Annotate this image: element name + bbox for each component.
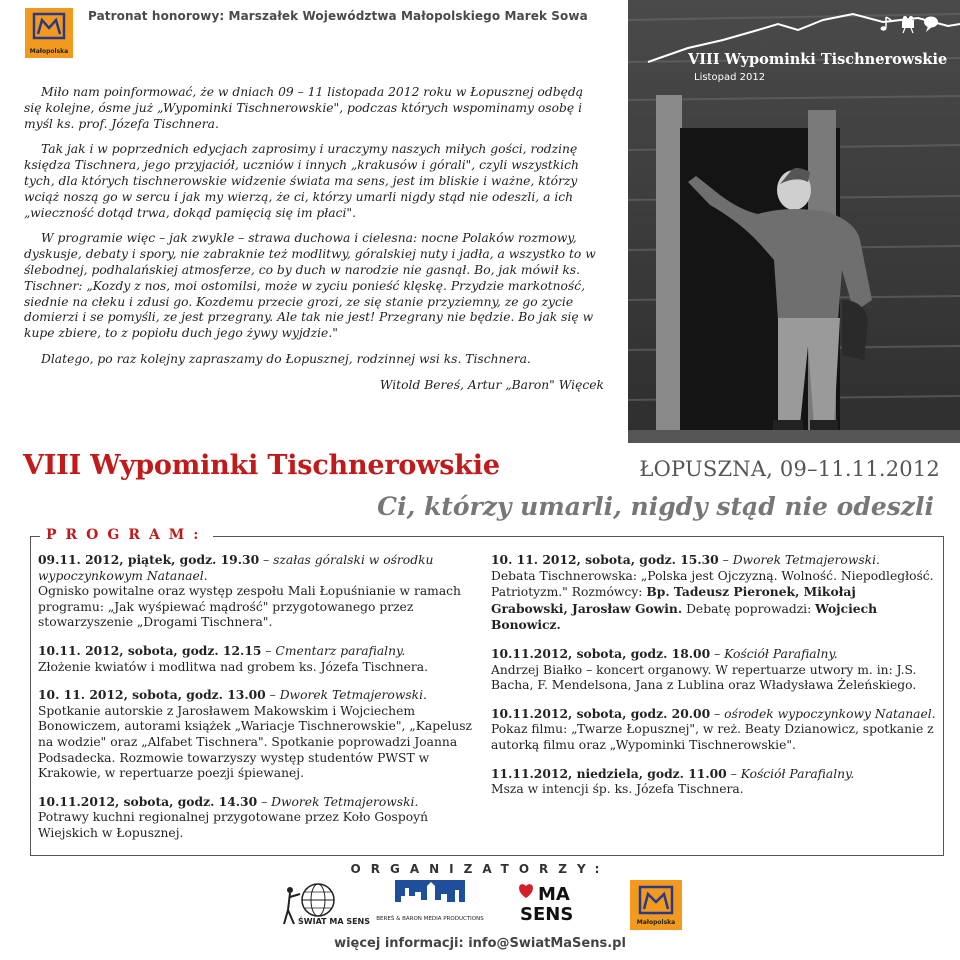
- crown-icon: [32, 12, 66, 40]
- letter-signature: Witold Bereś, Artur „Baron" Więcek: [379, 377, 604, 392]
- debate-moderator: Wojciech Bonowicz.: [491, 600, 878, 633]
- program-item-date: 09.11. 2012, piątek, godz. 19.30: [38, 552, 260, 567]
- letter-paragraph-1: Miło nam poinformować, że w dniach 09 – 11 listopada 2012 roku w Łopusznej odbędą się kolejne, ósme już „Wypominki Tischnerowskie", podczas których wspominamy osobę i myśl ks. prof. Józefa Tischnera.: [24, 85, 584, 131]
- event-title: VIII Wypominki Tischnerowskie: [23, 450, 500, 481]
- program-item-date: 10.11.2012, sobota, godz. 20.00: [491, 705, 711, 721]
- program-item-description: Debata Tischnerowska: „Polska jest Ojczyzną. Wolność. Niepodległość. Patriotyzm." Rozmówcy:: [491, 568, 934, 600]
- program-item: [38, 794, 478, 842]
- malopolska-logo: [25, 8, 73, 58]
- program-label: PROGRAM:: [40, 527, 213, 543]
- program-item-place: – szałas góralski w ośrodku wypoczynkowym Natanael.: [38, 553, 434, 583]
- program-item-place: – Cmentarz parafialny.: [261, 643, 406, 658]
- program-item: [38, 643, 478, 675]
- malopolska-label: Małopolska: [636, 919, 676, 926]
- program-item: [491, 766, 936, 798]
- music-note-icon: [881, 17, 892, 31]
- swiat-ma-sens-logo: [280, 880, 370, 932]
- ma-label: MA: [538, 884, 570, 905]
- logo-label: Małopolska: [29, 48, 69, 55]
- program-item-place: – Dworek Tetmajerowski.: [257, 794, 419, 809]
- program-item-description: Złożenie kwiatów i modlitwa nad grobem ks. Józefa Tischnera.: [38, 659, 429, 674]
- swiat-label: ŚWIAT MA SENS: [298, 917, 370, 926]
- program-item-date: 10.11.2012, sobota, godz. 18.00: [491, 645, 711, 661]
- program-item-description: Debatę poprowadzi:: [682, 601, 816, 616]
- event-icons: [876, 14, 946, 34]
- photo-title: VIII Wypominki Tischnerowskie: [688, 51, 948, 68]
- letter-paragraph-4: Dlatego, po raz kolejny zapraszamy do Łopusznej, rodzinnej wsi ks. Tischnera.: [41, 351, 531, 366]
- malopolska-logo-bottom: [630, 880, 682, 930]
- program-item-date: 11.11.2012, niedziela, godz. 11.00: [491, 765, 727, 781]
- program-item-description: Msza w intencji śp. ks. Józefa Tischnera.: [491, 782, 744, 797]
- program-item-description: Pokaz filmu: „Twarze Łopusznej", w reż. Beaty Dzianowicz, spotkanie z autorką filmu oraz „Wypominki Tischnerowskie".: [491, 722, 934, 752]
- program-item-description: Andrzej Białko – koncert organowy. W repertuarze utwory m. in: J.S. Bacha, F. Mendelsona, Jana z Lublina oraz Władysława Żeleńskiego.: [491, 662, 917, 693]
- program-item-place: – Kościół Parafialny.: [710, 646, 838, 661]
- debate-speakers: Bp. Tadeusz Pieronek, Mikołaj Grabowski, Jarosław Gowin.: [491, 584, 856, 616]
- ma-sens-logo: [518, 880, 578, 928]
- more-info-contact: więcej informacji: info@SwiatMaSens.pl: [334, 936, 626, 951]
- program-item-date: 10. 11. 2012, sobota, godz. 13.00: [38, 687, 266, 703]
- program-item: [491, 552, 936, 634]
- program-item-description: Spotkanie autorskie z Jarosławem Makowskim i Wojciechem Bonowiczem, autorami książek „Wariacje Tischnerowskie", „Kapelusz na wodzie" oraz „Alfabet Tischnera". Spotkanie poprowadzi Joanna Podsadecka. Rozmowie towarzyszy występ studentów PWST w Krakowie, w repertuarze poezji śpiewanej.: [38, 703, 473, 781]
- sens-label: SENS: [520, 904, 574, 925]
- program-item-date: 10.11.2012, sobota, godz. 14.30: [38, 793, 258, 809]
- event-tagline: Ci, którzy umarli, nigdy stąd nie odeszli: [377, 492, 934, 521]
- invitation-letter: [24, 85, 604, 404]
- program-column-right: [491, 552, 936, 810]
- program-item-date: 10. 11. 2012, sobota, godz. 15.30: [491, 552, 719, 567]
- letter-paragraph-3: W programie więc – jak zwykle – strawa duchowa i cielesna: nocne Polaków rozmowy, dyskusje, debaty i spory, nie zabraknie też modlitwy, góralskiej nuty i jadła, a wszystko to w ślebodnej, podhalańskiej atmosferze, co by duch w narodzie nie gasnął. Bo, jak mówił ks. Tischner: „Kozdy z nos, moi ostomilsi, może w zyciu ponieść klęskę. Przydzie markotność, siednie na cłeku i zdusi go. Kozdemu przecie grozi, ze się stanie przyziemny, ze go zycie domierzi i se pomyśli, ze jest przegrany. Ale tak nie jest! Przegrany nie będzie. Bo jak się w kupe zbiere, to z popiołu duch jego żywy wyjdzie.": [24, 231, 596, 341]
- program-item-place: – Dworek Tetmajerowski.: [265, 688, 427, 703]
- program-item: [491, 706, 936, 754]
- tischner-photo: [628, 0, 960, 443]
- program-item-description: Potrawy kuchni regionalnej przygotowane przez Koło Gospoyń Wiejskich w Łopusznej.: [38, 810, 429, 840]
- program-item-place: – Kościół Parafialny.: [726, 766, 855, 781]
- program-item: [38, 687, 478, 782]
- patronat-text: Patronat honorowy: Marszałek Województwa Małopolskiego Marek Sowa: [88, 9, 588, 23]
- program-item-date: 10.11. 2012, sobota, godz. 12.15: [38, 642, 262, 658]
- program-item-place: – ośrodek wypoczynkowy Natanael.: [710, 706, 936, 721]
- organizers-label: ORGANIZATORZY:: [350, 862, 610, 876]
- beres-baron-logo: [376, 880, 484, 928]
- speech-bubble-icon: [924, 17, 938, 33]
- program-item: [491, 646, 936, 694]
- letter-paragraph-2: Tak jak i w poprzednich edycjach zaprosimy i uraczymy naszych miłych gości, rodzinę księdza Tischnera, jego przyjaciół, uczniów i innych „krakusów i górali", czyli wszystkich tych, dla których tischnerowskie widzenie świata ma sens, jest im bliskie i ważne, którzy wciąż noszą go w sercu i jak my wierzą, że ci, którzy umarli nigdy stąd nie odeszli, a ich „wieczność dotąd trwa, dokąd pamięcią się im płaci".: [24, 142, 579, 220]
- program-item-place: – Dworek Tetmajerowski.: [718, 553, 880, 567]
- photo-subtitle: Listopad 2012: [694, 72, 766, 83]
- program-item-description: Ognisko powitalne oraz występ zespołu Mali Łopuśnianie w ramach programu: „Jak wyśpiewać mądrość" przygotowanego przez stowarzyszenie „Drogami Tischnera".: [38, 584, 461, 630]
- program-item: [38, 552, 478, 631]
- beres-label: BEREŚ & BARON MEDIA PRODUCTIONS: [376, 916, 484, 922]
- event-place-date: ŁOPUSZNA, 09–11.11.2012: [639, 457, 940, 481]
- camera-icon: [902, 16, 914, 33]
- program-column-left: [38, 552, 478, 854]
